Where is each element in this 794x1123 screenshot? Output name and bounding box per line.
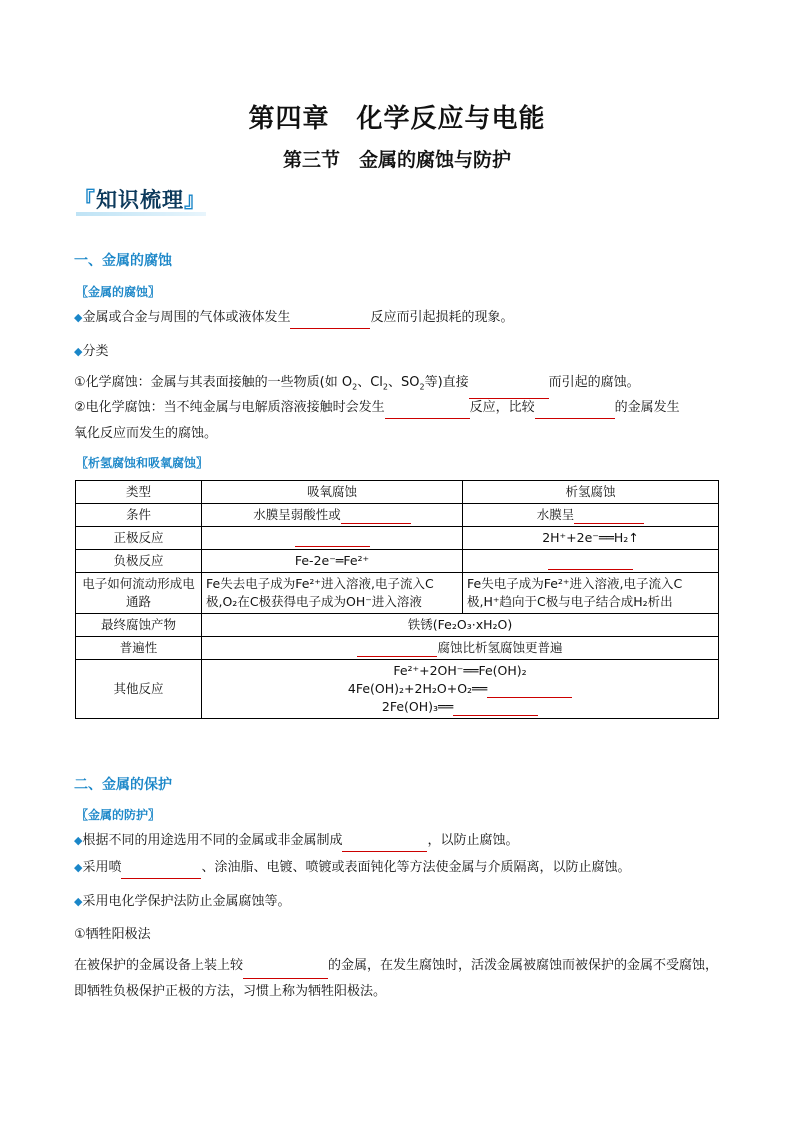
protection-line-1: ◆根据不同的用途选用不同的金属或非金属制成 ，以防止腐蚀。 xyxy=(74,830,519,852)
fill-blank[interactable] xyxy=(535,402,615,419)
table-cell xyxy=(463,550,719,573)
table-row: 正极反应 2H⁺+2e⁻══H₂↑ xyxy=(76,527,719,550)
knowledge-badge xyxy=(74,184,206,214)
protection-line-2: ◆采用喷 、涂油脂、电镀、喷镀或表面钝化等方法使金属与介质隔离，以防止腐蚀。 xyxy=(74,857,631,879)
diamond-bullet-icon: ◆ xyxy=(74,345,83,358)
table-cell xyxy=(202,527,463,550)
table-cell: 腐蚀比析氢腐蚀更普遍 xyxy=(202,637,719,660)
table-row: 普遍性 腐蚀比析氢腐蚀更普遍 xyxy=(76,637,719,660)
table-row: 电子如何流动形成电通路 Fe失去电子成为Fe²⁺进入溶液,电子流入C极,O₂在C极获得电子成为OH⁻进入溶液 Fe失电子成为Fe²⁺进入溶液,电子流入C极,H⁺趋向于C极与电子结合成H₂析出 xyxy=(76,573,719,614)
table-cell: 水膜呈弱酸性或 xyxy=(202,504,463,527)
fill-blank[interactable] xyxy=(574,507,644,524)
diamond-bullet-icon: ◆ xyxy=(74,834,83,847)
fill-blank[interactable] xyxy=(290,312,370,329)
classification-label: ◆分类 xyxy=(74,344,109,359)
tag-protection: 〖金属的防护〗 xyxy=(76,808,161,822)
fill-blank[interactable] xyxy=(341,507,411,524)
table-row: 其他反应 Fe²⁺+2OH⁻══Fe(OH)₂ 4Fe(OH)₂+2H₂O+O₂══ 2Fe(OH)₃══ xyxy=(76,660,719,719)
table-cell: 水膜呈 xyxy=(463,504,719,527)
table-row: 条件 水膜呈弱酸性或 水膜呈 xyxy=(76,504,719,527)
heading-corrosion: 一、金属的腐蚀 xyxy=(74,253,172,269)
tag-hydrogen-oxygen: 〖析氢腐蚀和吸氧腐蚀〗 xyxy=(76,456,209,470)
fill-blank[interactable] xyxy=(385,402,470,419)
table-row: 最终腐蚀产物 铁锈(Fe₂O₃·xH₂O) xyxy=(76,614,719,637)
fill-blank[interactable] xyxy=(295,530,370,547)
protection-line-3: ◆采用电化学保护法防止金属腐蚀等。 xyxy=(74,894,291,909)
table-cell: Fe²⁺+2OH⁻══Fe(OH)₂ 4Fe(OH)₂+2H₂O+O₂══ 2Fe(OH)₃══ xyxy=(202,660,719,719)
sacrificial-anode-title: ①牺牲阳极法 xyxy=(74,927,151,942)
diamond-bullet-icon: ◆ xyxy=(74,895,83,908)
electrochemical-corrosion-line: ②电化学腐蚀：当不纯金属与电解质溶液接触时会发生 反应，比较 的金属发生 xyxy=(74,397,680,419)
chapter-title: 第四章 化学反应与电能 xyxy=(248,104,546,134)
bracket-right: 』 xyxy=(184,188,206,212)
bracket-left: 『 xyxy=(74,188,96,212)
fill-blank[interactable] xyxy=(342,835,427,852)
corrosion-definition: ◆金属或合金与周围的气体或液体发生 反应而引起损耗的现象。 xyxy=(74,307,514,329)
table-row: 类型 吸氧腐蚀 析氢腐蚀 xyxy=(76,481,719,504)
table-row: 负极反应 Fe-2e⁻═Fe²⁺ xyxy=(76,550,719,573)
knowledge-badge-label: 知识梳理 xyxy=(96,188,184,212)
fill-blank[interactable] xyxy=(487,681,572,698)
fill-blank[interactable] xyxy=(548,553,633,570)
chemical-corrosion-line: ①化学腐蚀：金属与其表面接触的一些物质(如 $O_2$、$Cl_2$、$SO_2$等)直接 而引起的腐蚀。 xyxy=(74,372,640,399)
section-title: 第三节 金属的腐蚀与防护 xyxy=(282,149,511,171)
fill-blank[interactable] xyxy=(121,862,201,879)
fill-blank[interactable] xyxy=(243,962,328,979)
fill-blank[interactable] xyxy=(357,640,437,657)
fill-blank[interactable] xyxy=(453,699,538,716)
electrochemical-corrosion-line-2: 氧化反应而发生的腐蚀。 xyxy=(74,426,218,441)
tag-corrosion: 〖金属的腐蚀〗 xyxy=(76,285,161,299)
sacrificial-anode-text: 在被保护的金属设备上装上较 的金属，在发生腐蚀时，活泼金属被腐蚀而被保护的金属不受腐蚀，即牺牲负极保护正极的方法，习惯上称为牺牲阳极法。 xyxy=(74,958,719,999)
corrosion-table xyxy=(75,480,719,719)
diamond-bullet-icon: ◆ xyxy=(74,861,83,874)
heading-protection: 二、金属的保护 xyxy=(74,777,172,793)
diamond-bullet-icon: ◆ xyxy=(74,311,83,324)
